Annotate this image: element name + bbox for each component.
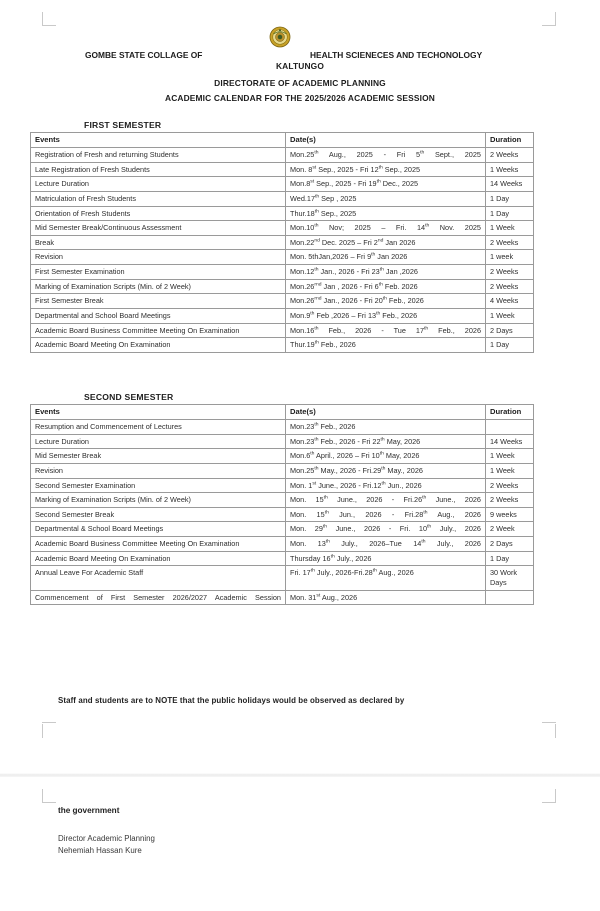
cell-event: Revision bbox=[31, 463, 286, 478]
column-header-events: Events bbox=[31, 405, 286, 420]
public-holiday-note: Staff and students are to NOTE that the public holidays would be observed as declared by bbox=[58, 696, 405, 705]
first-semester-rows bbox=[31, 148, 534, 353]
campus-name: KALTUNGO bbox=[275, 61, 325, 71]
column-header-duration: Duration bbox=[486, 133, 534, 148]
cell-event: Matriculation of Fresh Students bbox=[31, 191, 286, 206]
cell-duration: 2 Weeks bbox=[486, 265, 534, 280]
cell-duration: 1 Day bbox=[486, 206, 534, 221]
cell-event: First Semester Examination bbox=[31, 265, 286, 280]
table-row bbox=[31, 235, 534, 250]
cell-event: Mid Semester Break bbox=[31, 449, 286, 464]
institution-name-left: GOMBE STATE COLLAGE OF bbox=[85, 50, 203, 60]
table-row bbox=[31, 148, 534, 163]
cell-dates: Mon.23th Feb., 2026 bbox=[286, 420, 486, 435]
cell-event: Mid Semester Break/Continuous Assessment bbox=[31, 221, 286, 236]
cell-dates: Mon. 29th June., 2026 - Fri. 10th July., 2026 bbox=[286, 522, 486, 537]
cell-event: First Semester Break bbox=[31, 294, 286, 309]
cell-duration: 1 Day bbox=[486, 338, 534, 353]
cell-duration: 9 weeks bbox=[486, 507, 534, 522]
cell-duration: 2 Weeks bbox=[486, 148, 534, 163]
cell-event: Departmental & School Board Meetings bbox=[31, 522, 286, 537]
cell-event: Marking of Examination Scripts (Min. of 2 Week) bbox=[31, 279, 286, 294]
crop-mark-bottom-right bbox=[540, 722, 556, 738]
cell-dates: Mon. 13th July., 2026–Tue 14th July., 2026 bbox=[286, 537, 486, 552]
cell-dates: Mon.22nd Dec. 2025 – Fri 2nd Jan 2026 bbox=[286, 235, 486, 250]
crop-mark-bottom-left bbox=[42, 722, 58, 738]
table-row bbox=[31, 463, 534, 478]
table-row bbox=[31, 162, 534, 177]
column-header-dates: Date(s) bbox=[286, 405, 486, 420]
cell-event: Second Semester Break bbox=[31, 507, 286, 522]
cell-dates: Mon.25th Aug., 2025 - Fri 5th Sept., 2025 bbox=[286, 148, 486, 163]
cell-event: Lecture Duration bbox=[31, 434, 286, 449]
cell-event: Lecture Duration bbox=[31, 177, 286, 192]
table-row bbox=[31, 522, 534, 537]
cell-dates: Thursday 16th July., 2026 bbox=[286, 551, 486, 566]
first-semester-label: FIRST SEMESTER bbox=[84, 120, 162, 130]
cell-event: Departmental and School Board Meetings bbox=[31, 308, 286, 323]
cell-duration: 2 Week bbox=[486, 522, 534, 537]
table-row bbox=[31, 206, 534, 221]
table-row bbox=[31, 478, 534, 493]
cell-event: Commencement of First Semester 2026/2027 Academic Session bbox=[31, 590, 286, 605]
table-header-row bbox=[31, 133, 534, 148]
signature-role: Director Academic Planning bbox=[58, 834, 155, 843]
cell-dates: Mon.25th May., 2026 - Fri.29th May., 2026 bbox=[286, 463, 486, 478]
cell-dates: Thur.19th Feb., 2026 bbox=[286, 338, 486, 353]
cell-event: Academic Board Business Committee Meeting On Examination bbox=[31, 323, 286, 338]
table-row bbox=[31, 191, 534, 206]
table-row bbox=[31, 537, 534, 552]
cell-event: Revision bbox=[31, 250, 286, 265]
cell-duration: 2 Weeks bbox=[486, 279, 534, 294]
cell-dates: Mon.10th Nov; 2025 – Fri. 14th Nov. 2025 bbox=[286, 221, 486, 236]
table-row bbox=[31, 177, 534, 192]
cell-dates: Mon.12th Jan., 2026 - Fri 23th Jan ,2026 bbox=[286, 265, 486, 280]
second-semester-table bbox=[30, 404, 534, 605]
cell-duration bbox=[486, 420, 534, 435]
crop-mark-top-right bbox=[540, 12, 556, 28]
second-semester-rows bbox=[31, 420, 534, 605]
institution-name-right: HEALTH SCIENECES AND TECHONOLOGY bbox=[310, 50, 483, 60]
cell-event: Academic Board Meeting On Examination bbox=[31, 338, 286, 353]
crop-mark-top-left bbox=[42, 12, 58, 28]
cell-duration: 30 Work Days bbox=[486, 566, 534, 590]
page-title: ACADEMIC CALENDAR FOR THE 2025/2026 ACADEMIC SESSION bbox=[165, 93, 435, 103]
document-page-2 bbox=[0, 777, 600, 911]
table-row bbox=[31, 221, 534, 236]
cell-duration: 4 Weeks bbox=[486, 294, 534, 309]
table-row bbox=[31, 279, 534, 294]
cell-duration: 1 Weeks bbox=[486, 162, 534, 177]
cell-event: Second Semester Examination bbox=[31, 478, 286, 493]
cell-dates: Mon. 1st June., 2026 - Fri.12th Jun., 2026 bbox=[286, 478, 486, 493]
cell-dates: Mon.16th Feb., 2026 - Tue 17th Feb., 2026 bbox=[286, 323, 486, 338]
cell-duration: 2 Weeks bbox=[486, 478, 534, 493]
cell-duration: 14 Weeks bbox=[486, 434, 534, 449]
table-row bbox=[31, 434, 534, 449]
table-row bbox=[31, 449, 534, 464]
table-row bbox=[31, 338, 534, 353]
table-row bbox=[31, 507, 534, 522]
cell-duration: 1 week bbox=[486, 250, 534, 265]
table-row bbox=[31, 551, 534, 566]
cell-dates: Mon.23th Feb., 2026 - Fri 22th May, 2026 bbox=[286, 434, 486, 449]
cell-dates: Fri. 17th July., 2026-Fri.28th Aug., 2026 bbox=[286, 566, 486, 590]
cell-event: Orientation of Fresh Students bbox=[31, 206, 286, 221]
cell-duration: 14 Weeks bbox=[486, 177, 534, 192]
cell-duration: 1 Week bbox=[486, 221, 534, 236]
table-row bbox=[31, 590, 534, 605]
cell-dates: Mon.8st Sep., 2025 - Fri 19th Dec., 2025 bbox=[286, 177, 486, 192]
table-row bbox=[31, 566, 534, 590]
cell-dates: $Mon.26^{rnd}$ Jan , 2026 - Fri 6th Feb. 2026 bbox=[286, 279, 486, 294]
cell-event: Academic Board Business Committee Meeting On Examination bbox=[31, 537, 286, 552]
column-header-dates: Date(s) bbox=[286, 133, 486, 148]
cell-duration: 1 Week bbox=[486, 449, 534, 464]
cell-dates: Wed.17th Sep , 2025 bbox=[286, 191, 486, 206]
cell-dates: Thur.18th Sep., 2025 bbox=[286, 206, 486, 221]
column-header-duration: Duration bbox=[486, 405, 534, 420]
signature-name: Nehemiah Hassan Kure bbox=[58, 846, 142, 855]
cell-duration: 1 Week bbox=[486, 308, 534, 323]
table-row bbox=[31, 294, 534, 309]
cell-dates: Mon. 15th June., 2026 - Fri.26th June., 2026 bbox=[286, 493, 486, 508]
cell-duration: 2 Days bbox=[486, 537, 534, 552]
table-row bbox=[31, 323, 534, 338]
cell-duration: 2 Days bbox=[486, 323, 534, 338]
public-holiday-note-continued: the government bbox=[58, 806, 120, 815]
crop-mark-top-left-page2 bbox=[42, 789, 58, 805]
table-row bbox=[31, 420, 534, 435]
table-row bbox=[31, 265, 534, 280]
cell-duration bbox=[486, 590, 534, 605]
cell-event: Marking of Examination Scripts (Min. of 2 Week) bbox=[31, 493, 286, 508]
column-header-events: Events bbox=[31, 133, 286, 148]
cell-event: Break bbox=[31, 235, 286, 250]
cell-dates: Mon. 5thJan,2026 – Fri 9th Jan 2026 bbox=[286, 250, 486, 265]
directorate-name: DIRECTORATE OF ACADEMIC PLANNING bbox=[214, 78, 386, 88]
cell-duration: 1 Week bbox=[486, 463, 534, 478]
table-row bbox=[31, 308, 534, 323]
cell-event: Registration of Fresh and returning Students bbox=[31, 148, 286, 163]
cell-duration: 2 Weeks bbox=[486, 235, 534, 250]
table-row bbox=[31, 250, 534, 265]
cell-event: Late Registration of Fresh Students bbox=[31, 162, 286, 177]
cell-duration: 1 Day bbox=[486, 191, 534, 206]
cell-event: Academic Board Meeting On Examination bbox=[31, 551, 286, 566]
crop-mark-top-right-page2 bbox=[540, 789, 556, 805]
cell-event: Annual Leave For Academic Staff bbox=[31, 566, 286, 590]
cell-duration: 1 Day bbox=[486, 551, 534, 566]
cell-duration: 2 Weeks bbox=[486, 493, 534, 508]
first-semester-table bbox=[30, 132, 534, 353]
cell-event: Resumption and Commencement of Lectures bbox=[31, 420, 286, 435]
college-crest-logo bbox=[269, 26, 291, 48]
cell-dates: Mon.6th April., 2026 – Fri 10th May, 2026 bbox=[286, 449, 486, 464]
table-header-row bbox=[31, 405, 534, 420]
cell-dates: Mon. 8st Sep., 2025 - Fri 12th Sep., 2025 bbox=[286, 162, 486, 177]
cell-dates: Mon. 31st Aug., 2026 bbox=[286, 590, 486, 605]
cell-dates: Mon. 15th Jun., 2026 - Fri.28th Aug., 2026 bbox=[286, 507, 486, 522]
table-row bbox=[31, 493, 534, 508]
second-semester-label: SECOND SEMESTER bbox=[84, 392, 174, 402]
cell-dates: Mon.9th Feb ,2026 – Fri 13th Feb., 2026 bbox=[286, 308, 486, 323]
cell-dates: $Mon.26^{rnd}$ Jan., 2026 - Fri 20th Feb., 2026 bbox=[286, 294, 486, 309]
